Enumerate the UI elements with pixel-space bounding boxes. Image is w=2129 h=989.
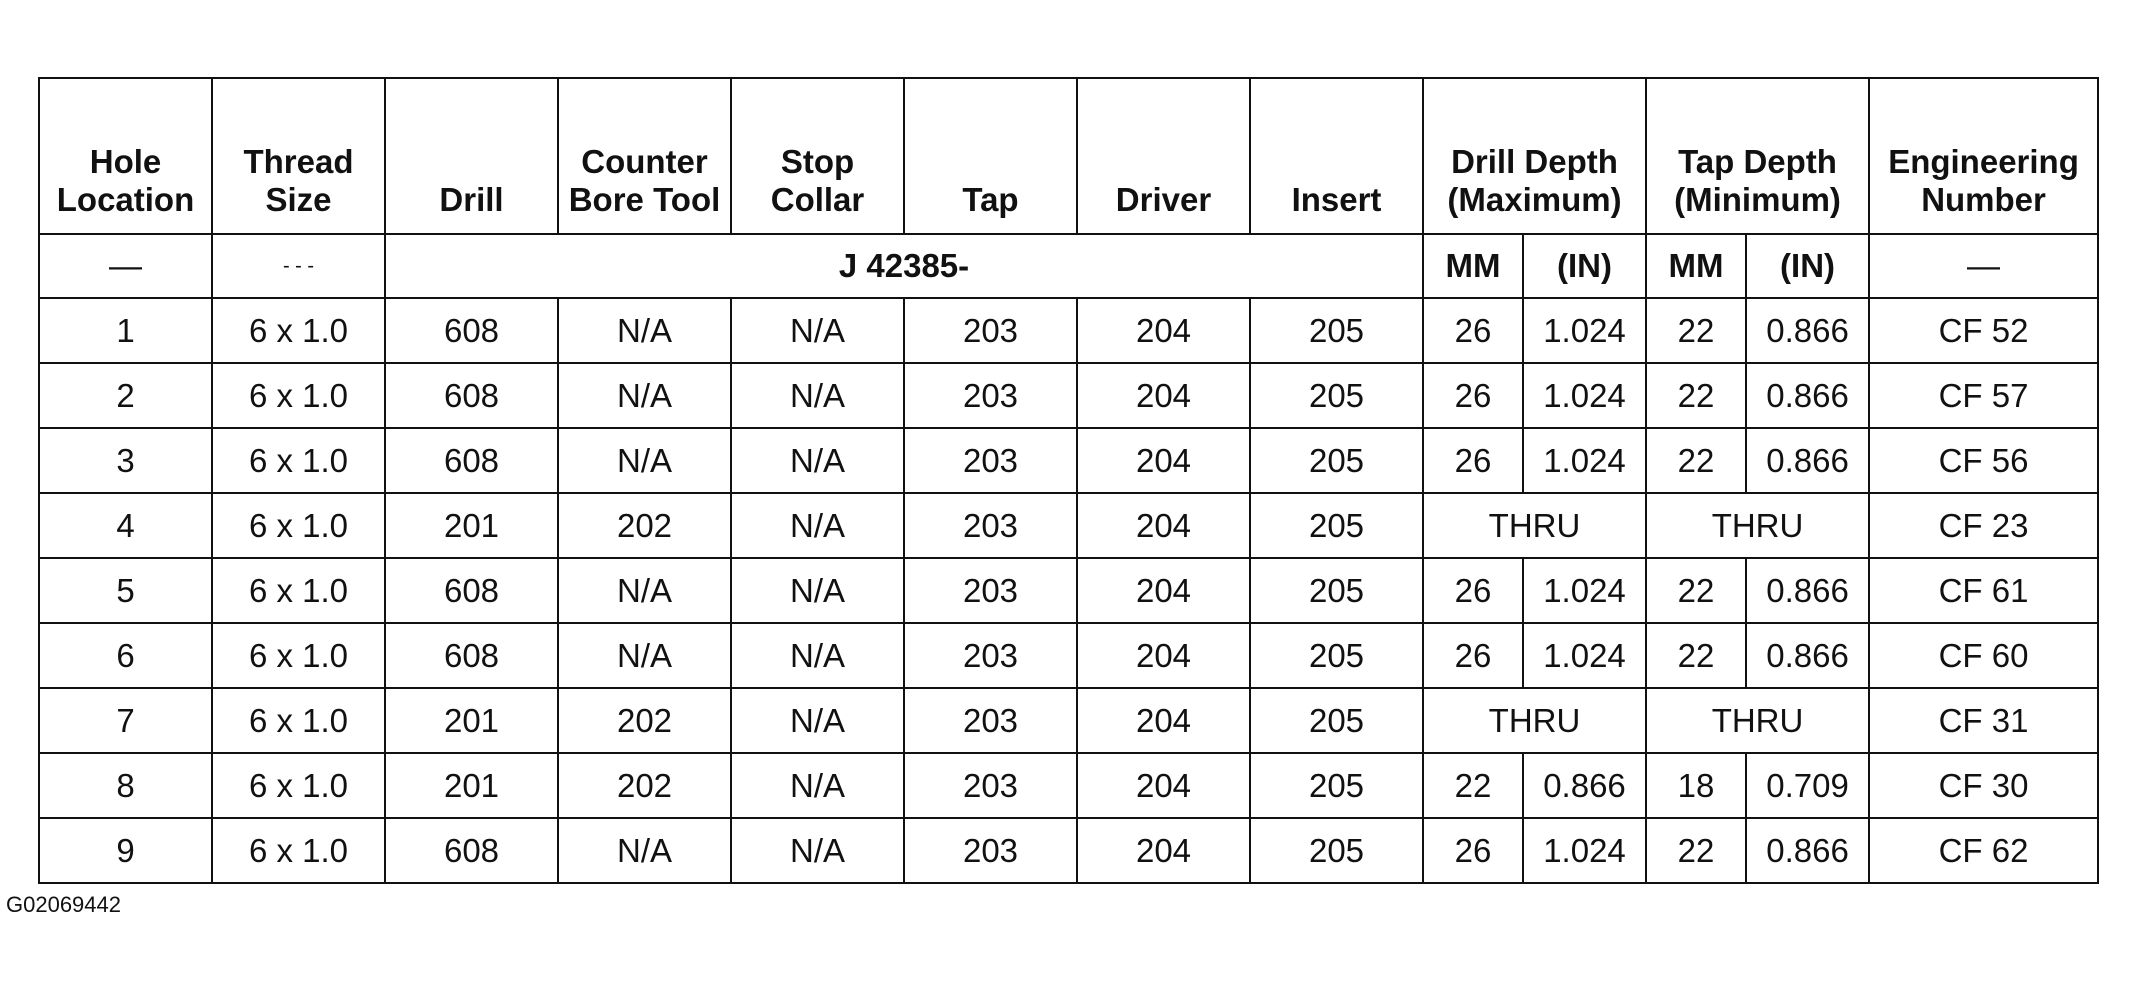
header-drill: Drill xyxy=(385,78,558,234)
cell-insert: 205 xyxy=(1250,493,1423,558)
cell-insert: 205 xyxy=(1250,688,1423,753)
cell-tap-depth-in: 0.866 xyxy=(1746,428,1869,493)
cell-tap: 203 xyxy=(904,818,1077,883)
cell-tap-depth-in: 0.709 xyxy=(1746,753,1869,818)
cell-thread-size: 6 x 1.0 xyxy=(212,298,385,363)
cell-tap: 203 xyxy=(904,753,1077,818)
cell-stop-collar: N/A xyxy=(731,558,904,623)
cell-counter-bore-tool: N/A xyxy=(558,428,731,493)
cell-drill-depth-mm: 26 xyxy=(1423,623,1523,688)
cell-insert: 205 xyxy=(1250,753,1423,818)
cell-hole-location: 3 xyxy=(39,428,212,493)
cell-tap-depth-mm: 22 xyxy=(1646,558,1746,623)
cell-drill-depth-in: 0.866 xyxy=(1523,753,1646,818)
cell-counter-bore-tool: N/A xyxy=(558,623,731,688)
cell-insert: 205 xyxy=(1250,428,1423,493)
cell-driver: 204 xyxy=(1077,688,1250,753)
cell-counter-bore-tool: 202 xyxy=(558,493,731,558)
cell-hole-location: 9 xyxy=(39,818,212,883)
cell-tap-depth-mm: 22 xyxy=(1646,818,1746,883)
header-engineering-number: Engineering Number xyxy=(1869,78,2098,234)
cell-stop-collar: N/A xyxy=(731,688,904,753)
subheader-thread-size: - - - xyxy=(212,234,385,298)
cell-hole-location: 4 xyxy=(39,493,212,558)
cell-insert: 205 xyxy=(1250,363,1423,428)
cell-drill: 201 xyxy=(385,688,558,753)
header-drill-depth: Drill Depth (Maximum) xyxy=(1423,78,1646,234)
table-row xyxy=(39,363,2098,428)
cell-insert: 205 xyxy=(1250,298,1423,363)
cell-drill-depth-in: 1.024 xyxy=(1523,428,1646,493)
cell-drill: 201 xyxy=(385,753,558,818)
cell-drill-depth-in: 1.024 xyxy=(1523,363,1646,428)
subheader-row xyxy=(39,234,2098,298)
cell-drill-depth-in: 1.024 xyxy=(1523,558,1646,623)
cell-drill-depth-mm: 26 xyxy=(1423,818,1523,883)
cell-counter-bore-tool: N/A xyxy=(558,558,731,623)
cell-tap-depth-in: 0.866 xyxy=(1746,298,1869,363)
cell-stop-collar: N/A xyxy=(731,753,904,818)
tool-specification-table xyxy=(38,77,2099,884)
cell-drill: 608 xyxy=(385,428,558,493)
cell-engineering-number: CF 60 xyxy=(1869,623,2098,688)
cell-thread-size: 6 x 1.0 xyxy=(212,428,385,493)
cell-counter-bore-tool: N/A xyxy=(558,363,731,428)
subheader-drill-mm: MM xyxy=(1423,234,1523,298)
cell-tap-depth-mm: 22 xyxy=(1646,623,1746,688)
cell-driver: 204 xyxy=(1077,558,1250,623)
header-hole-location: Hole Location xyxy=(39,78,212,234)
table-row xyxy=(39,753,2098,818)
cell-engineering-number: CF 23 xyxy=(1869,493,2098,558)
cell-stop-collar: N/A xyxy=(731,818,904,883)
cell-drill: 608 xyxy=(385,558,558,623)
cell-tap-depth-mm: 22 xyxy=(1646,298,1746,363)
header-tap: Tap xyxy=(904,78,1077,234)
cell-thread-size: 6 x 1.0 xyxy=(212,363,385,428)
cell-driver: 204 xyxy=(1077,428,1250,493)
cell-drill-depth-mm: 26 xyxy=(1423,428,1523,493)
cell-tap-depth-in: 0.866 xyxy=(1746,623,1869,688)
table-row xyxy=(39,818,2098,883)
cell-drill: 608 xyxy=(385,818,558,883)
cell-drill-depth-thru: THRU xyxy=(1423,493,1646,558)
cell-driver: 204 xyxy=(1077,363,1250,428)
cell-hole-location: 2 xyxy=(39,363,212,428)
cell-hole-location: 6 xyxy=(39,623,212,688)
cell-thread-size: 6 x 1.0 xyxy=(212,688,385,753)
cell-tap-depth-mm: 22 xyxy=(1646,428,1746,493)
subheader-tap-mm: MM xyxy=(1646,234,1746,298)
cell-counter-bore-tool: N/A xyxy=(558,298,731,363)
cell-drill-depth-mm: 26 xyxy=(1423,363,1523,428)
cell-tap: 203 xyxy=(904,298,1077,363)
cell-stop-collar: N/A xyxy=(731,428,904,493)
cell-thread-size: 6 x 1.0 xyxy=(212,623,385,688)
table-row xyxy=(39,688,2098,753)
table-row xyxy=(39,558,2098,623)
cell-drill-depth-mm: 22 xyxy=(1423,753,1523,818)
cell-insert: 205 xyxy=(1250,623,1423,688)
cell-thread-size: 6 x 1.0 xyxy=(212,818,385,883)
cell-driver: 204 xyxy=(1077,493,1250,558)
cell-drill-depth-in: 1.024 xyxy=(1523,298,1646,363)
cell-tap-depth-in: 0.866 xyxy=(1746,363,1869,428)
cell-tap-depth-thru: THRU xyxy=(1646,493,1869,558)
cell-hole-location: 5 xyxy=(39,558,212,623)
header-row xyxy=(39,78,2098,234)
cell-driver: 204 xyxy=(1077,818,1250,883)
cell-counter-bore-tool: N/A xyxy=(558,818,731,883)
header-tap-depth: Tap Depth (Minimum) xyxy=(1646,78,1869,234)
cell-engineering-number: CF 57 xyxy=(1869,363,2098,428)
subheader-tap-in: (IN) xyxy=(1746,234,1869,298)
subheader-tool-series: J 42385- xyxy=(385,234,1423,298)
cell-driver: 204 xyxy=(1077,298,1250,363)
cell-thread-size: 6 x 1.0 xyxy=(212,558,385,623)
cell-engineering-number: CF 30 xyxy=(1869,753,2098,818)
cell-engineering-number: CF 62 xyxy=(1869,818,2098,883)
cell-drill-depth-mm: 26 xyxy=(1423,558,1523,623)
cell-engineering-number: CF 56 xyxy=(1869,428,2098,493)
cell-drill-depth-mm: 26 xyxy=(1423,298,1523,363)
cell-tap-depth-thru: THRU xyxy=(1646,688,1869,753)
cell-tap: 203 xyxy=(904,428,1077,493)
header-insert: Insert xyxy=(1250,78,1423,234)
cell-insert: 205 xyxy=(1250,818,1423,883)
cell-tap: 203 xyxy=(904,688,1077,753)
header-stop-collar: Stop Collar xyxy=(731,78,904,234)
cell-drill-depth-in: 1.024 xyxy=(1523,623,1646,688)
cell-stop-collar: N/A xyxy=(731,298,904,363)
cell-thread-size: 6 x 1.0 xyxy=(212,493,385,558)
cell-driver: 204 xyxy=(1077,623,1250,688)
subheader-drill-in: (IN) xyxy=(1523,234,1646,298)
cell-tap-depth-in: 0.866 xyxy=(1746,818,1869,883)
cell-driver: 204 xyxy=(1077,753,1250,818)
cell-thread-size: 6 x 1.0 xyxy=(212,753,385,818)
cell-counter-bore-tool: 202 xyxy=(558,753,731,818)
header-counter-bore-tool: Counter Bore Tool xyxy=(558,78,731,234)
cell-tap-depth-mm: 22 xyxy=(1646,363,1746,428)
cell-insert: 205 xyxy=(1250,558,1423,623)
cell-tap: 203 xyxy=(904,363,1077,428)
table-row xyxy=(39,493,2098,558)
cell-engineering-number: CF 61 xyxy=(1869,558,2098,623)
header-driver: Driver xyxy=(1077,78,1250,234)
cell-tap: 203 xyxy=(904,623,1077,688)
cell-stop-collar: N/A xyxy=(731,363,904,428)
figure-code: G02069442 xyxy=(6,892,121,917)
table-row xyxy=(39,623,2098,688)
cell-tap-depth-mm: 18 xyxy=(1646,753,1746,818)
cell-drill: 201 xyxy=(385,493,558,558)
cell-engineering-number: CF 52 xyxy=(1869,298,2098,363)
cell-drill: 608 xyxy=(385,298,558,363)
cell-counter-bore-tool: 202 xyxy=(558,688,731,753)
cell-tap: 203 xyxy=(904,558,1077,623)
cell-engineering-number: CF 31 xyxy=(1869,688,2098,753)
cell-stop-collar: N/A xyxy=(731,623,904,688)
subheader-hole-location: — xyxy=(39,234,212,298)
cell-stop-collar: N/A xyxy=(731,493,904,558)
cell-hole-location: 1 xyxy=(39,298,212,363)
cell-drill: 608 xyxy=(385,363,558,428)
cell-hole-location: 7 xyxy=(39,688,212,753)
subheader-engineering-number: — xyxy=(1869,234,2098,298)
cell-drill-depth-thru: THRU xyxy=(1423,688,1646,753)
cell-tap: 203 xyxy=(904,493,1077,558)
cell-drill-depth-in: 1.024 xyxy=(1523,818,1646,883)
table-row xyxy=(39,298,2098,363)
cell-drill: 608 xyxy=(385,623,558,688)
cell-hole-location: 8 xyxy=(39,753,212,818)
header-thread-size: Thread Size xyxy=(212,78,385,234)
cell-tap-depth-in: 0.866 xyxy=(1746,558,1869,623)
table-row xyxy=(39,428,2098,493)
